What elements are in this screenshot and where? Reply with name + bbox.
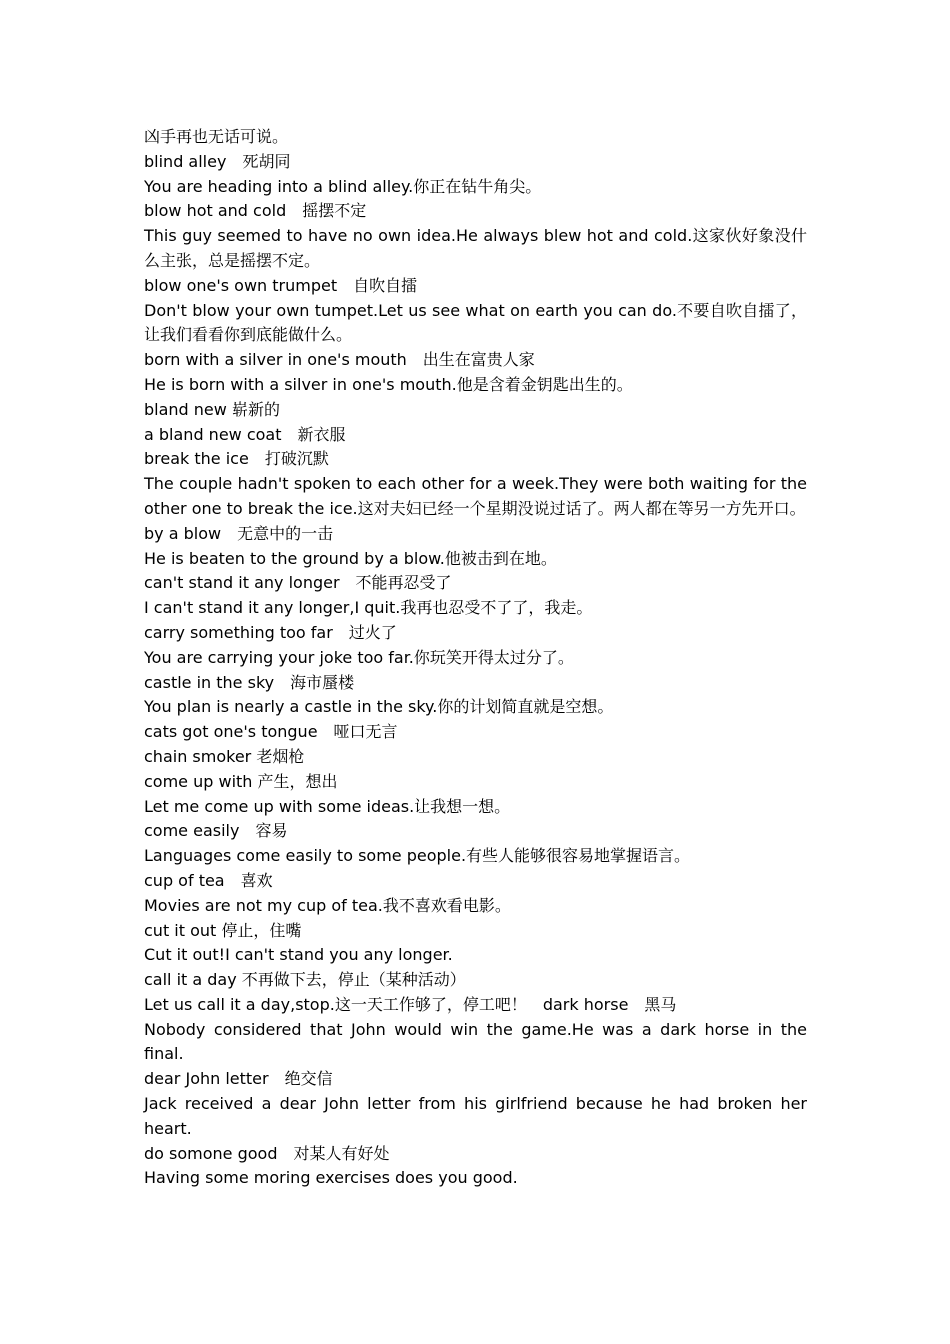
- phrase-line: by a blow 无意中的一击: [144, 523, 334, 543]
- example-line: Let us call it a day,stop.这一天工作够了，停工吧！ dark horse 黑马: [144, 994, 677, 1014]
- phrase-line: come up with 产生，想出: [144, 771, 338, 791]
- example-line: Nobody considered that John would win the game.He was a dark horse in the final.: [144, 1019, 807, 1064]
- text-line: 凶手再也无话可说。: [144, 127, 289, 146]
- phrase-line: cup of tea 喜欢: [144, 870, 273, 890]
- example-line: He is beaten to the ground by a blow.他被击到在地。: [144, 548, 557, 568]
- phrase-line: call it a day 不再做下去，停止（某种活动）: [144, 970, 466, 990]
- phrase-line: can't stand it any longer 不能再忍受了: [144, 573, 452, 593]
- example-line: Having some moring exercises does you good.: [144, 1168, 518, 1188]
- phrase-line: break the ice 打破沉默: [144, 449, 329, 469]
- example-line: Movies are not my cup of tea.我不喜欢看电影。: [144, 895, 511, 915]
- phrase-line: chain smoker 老烟枪: [144, 746, 305, 766]
- phrase-line: cats got one's tongue 哑口无言: [144, 722, 398, 742]
- phrase-line: come easily 容易: [144, 821, 288, 841]
- example-line: You plan is nearly a castle in the sky.你的计划简直就是空想。: [144, 697, 614, 717]
- example-line: Don't blow your own tumpet.Let us see what on earth you can do.不要自吹自擂了，让我们看看你到底能做什么。: [144, 300, 807, 345]
- document-page: [144, 125, 807, 1191]
- example-line: The couple hadn't spoken to each other for a week.They were both waiting for the other one to break the ice.这对夫妇已经一个星期没说过话了。两人都在等另一方先开口。: [144, 474, 807, 518]
- example-line: Cut it out!I can't stand you any longer.: [144, 945, 453, 965]
- example-line: I can't stand it any longer,I quit.我再也忍受不了了，我走。: [144, 598, 593, 618]
- phrase-line: born with a silver in one's mouth 出生在富贵人家: [144, 350, 535, 370]
- phrase-line: bland new 崭新的: [144, 399, 280, 419]
- example-line: Let me come up with some ideas.让我想一想。: [144, 796, 511, 816]
- phrase-line: blow hot and cold 摇摆不定: [144, 201, 367, 221]
- example-line: You are carrying your joke too far.你玩笑开得太过分了。: [144, 647, 574, 667]
- example-line: a bland new coat 新衣服: [144, 424, 346, 444]
- phrase-line: carry something too far 过火了: [144, 622, 397, 642]
- example-line: You are heading into a blind alley.你正在钻牛角尖。: [144, 176, 542, 196]
- phrase-line: cut it out 停止，住嘴: [144, 920, 302, 940]
- example-line: Languages come easily to some people.有些人能够很容易地掌握语言。: [144, 846, 691, 866]
- example-line: Jack received a dear John letter from his girlfriend because he had broken her heart.: [144, 1094, 807, 1138]
- phrase-line: blind alley 死胡同: [144, 151, 291, 171]
- phrase-line: dear John letter 绝交信: [144, 1069, 333, 1089]
- phrase-line: blow one's own trumpet 自吹自擂: [144, 275, 418, 295]
- phrase-line: do somone good 对某人有好处: [144, 1143, 390, 1163]
- example-line: He is born with a silver in one's mouth.他是含着金钥匙出生的。: [144, 374, 633, 394]
- example-line: This guy seemed to have no own idea.He always blew hot and cold.这家伙好象没什么主张，总是摇摆不定。: [144, 226, 807, 270]
- phrase-line: castle in the sky 海市蜃楼: [144, 672, 355, 692]
